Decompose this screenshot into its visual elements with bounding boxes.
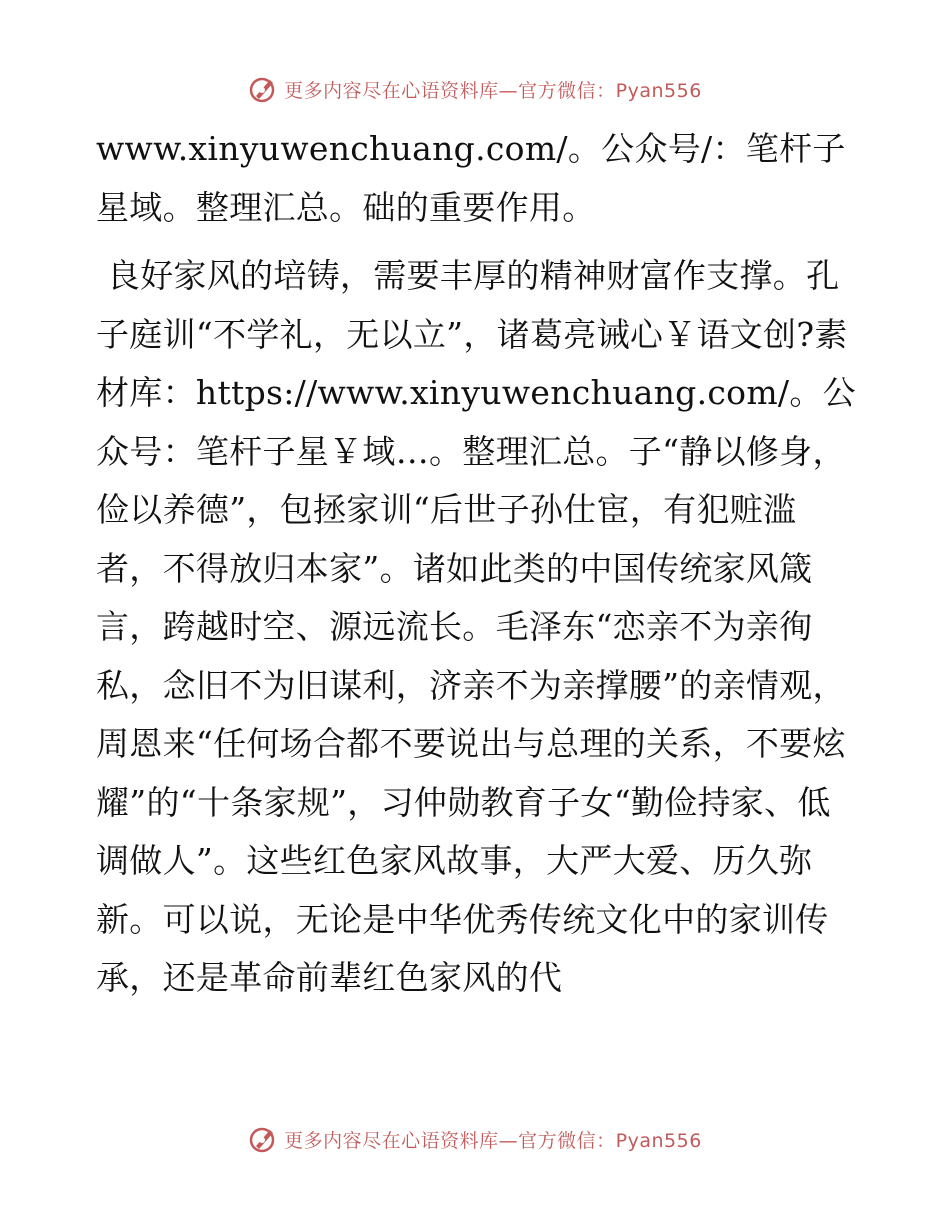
paragraph-2: 良好家风的培铸，需要丰厚的精神财富作支撑。孔子庭训“不学礼，无以立”，诸葛亮诫心￥语文创?素材库：https://www.xinyuwenchuang.com/。公众号：笔杆子星￥域…。整理汇总。子“静以修身，俭以养德”，包拯家训“后世子孙仕宦，有犯赃滥者，不得放归本家”。诸如此类的中国传统家风箴言，跨越时空、源远流长。毛泽东“恋亲不为亲徇私，念旧不为旧谋利，济亲不为亲撑腰”的亲情观，周恩来“任何场合都不要说出与总理的关系，不要炫耀”的“十条家规”，习仲勋教育子女“勤俭持家、低调做人”。这些红色家风故事，大严大爱、历久弥新。可以说，无论是中华优秀传统文化中的家训传承，还是革命前辈红色家风的代 <box>96 256 856 997</box>
footer-watermark-text: 更多内容尽在心语资料库—官方微信：Pyan556 <box>284 1129 702 1152</box>
footer-watermark <box>0 1124 950 1154</box>
paragraph-1: www.xinyuwenchuang.com/。公众号/：笔杆子星域。整理汇总。础的重要作用。 <box>96 129 846 227</box>
header-watermark <box>0 74 950 104</box>
pen-logo-icon <box>248 74 278 104</box>
header-watermark-text: 更多内容尽在心语资料库—官方微信：Pyan556 <box>284 79 702 102</box>
pen-logo-icon <box>248 1124 278 1154</box>
document-body <box>96 120 856 1008</box>
